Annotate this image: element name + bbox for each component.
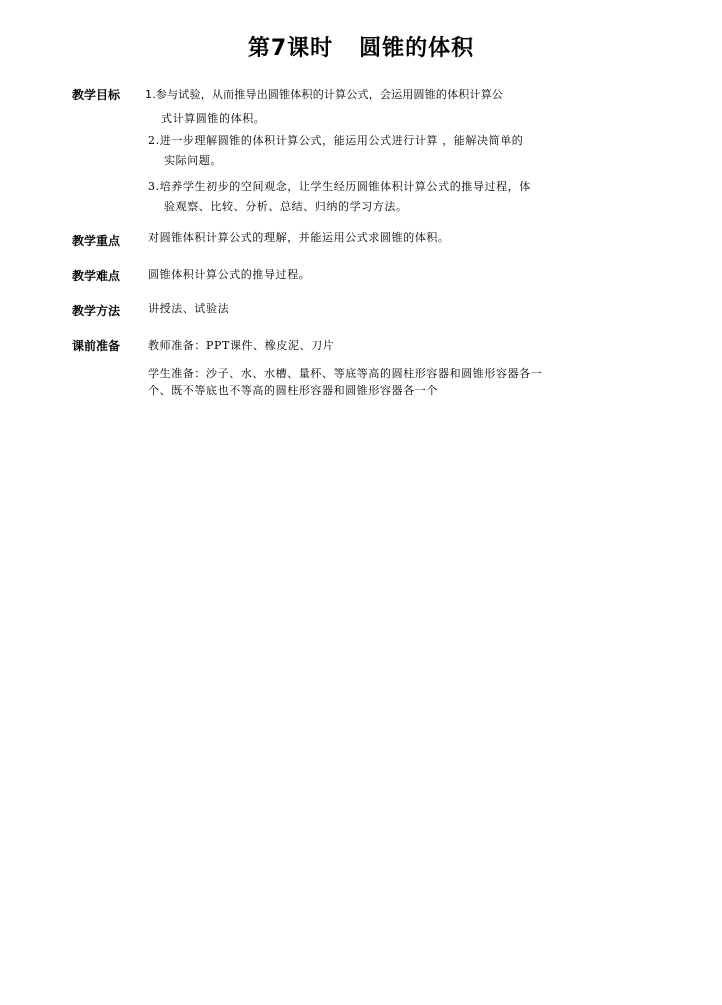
objective-3-line-1: 3.培养学生初步的空间观念，让学生经历圆锥体积计算公式的推导过程，体 xyxy=(148,180,531,193)
difficulty-text: 圆锥体积计算公式的推导过程。 xyxy=(148,268,311,281)
method-label: 教学方法 xyxy=(72,304,121,318)
method-text: 讲授法、试验法 xyxy=(148,302,230,315)
page-title: 第7课时 圆锥的体积 xyxy=(247,36,475,61)
teacher-preparation-text: 教师准备：PPT课件、橡皮泥、刀片 xyxy=(148,339,335,352)
difficulty-label: 教学难点 xyxy=(72,269,121,283)
objective-1-line-1: 1.参与试验，从而推导出圆锥体积的计算公式，会运用圆锥的体积计算公 xyxy=(145,88,504,101)
objective-3-line-2: 验观察、比较、分析、总结、归纳的学习方法。 xyxy=(164,200,408,213)
objectives-label: 教学目标 xyxy=(72,88,121,102)
student-preparation-line-1: 学生准备：沙子、水、水槽、量杯、等底等高的圆柱形容器和圆锥形容器各一 xyxy=(148,367,543,380)
student-preparation-line-2: 个、既不等底也不等高的圆柱形容器和圆锥形容器各一个 xyxy=(148,384,438,397)
objective-1-line-2: 式计算圆锥的体积。 xyxy=(161,112,266,125)
objective-2-line-1: 2.进一步理解圆锥的体积计算公式，能运用公式进行计算 ，能解决简单的 xyxy=(148,134,524,147)
key-point-text: 对圆锥体积计算公式的理解，并能运用公式求圆锥的体积。 xyxy=(148,231,450,244)
objective-2-line-2: 实际问题。 xyxy=(164,154,222,167)
key-point-label: 教学重点 xyxy=(72,234,121,248)
preparation-label: 课前准备 xyxy=(72,339,121,353)
